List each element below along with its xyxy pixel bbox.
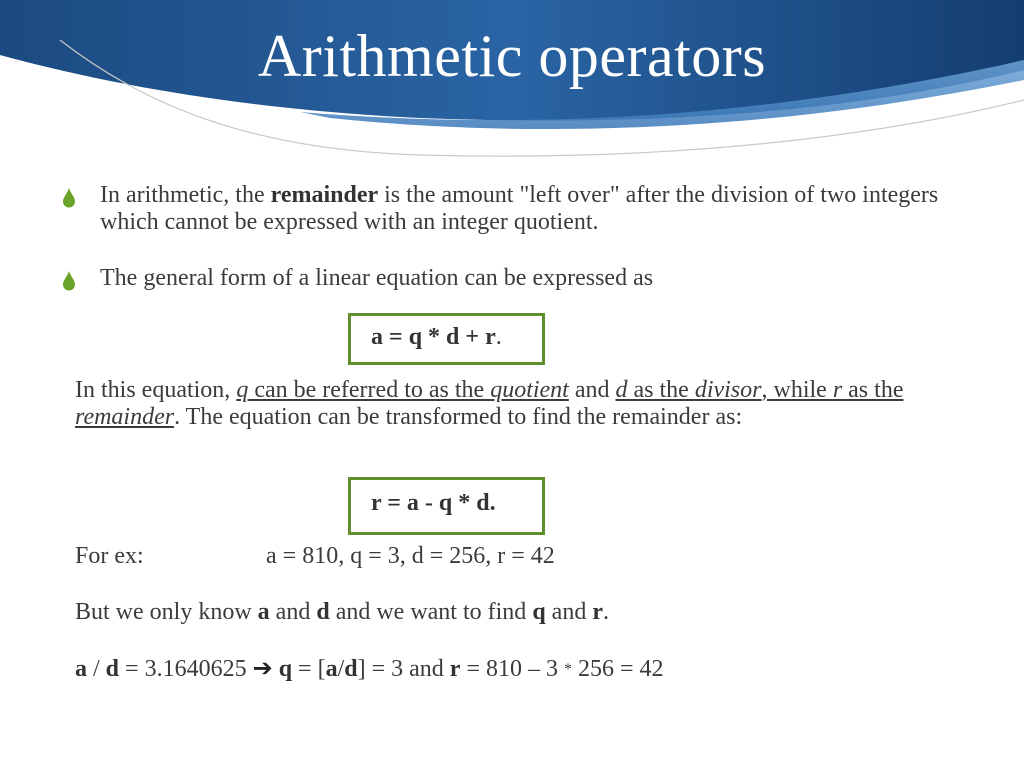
know-text-3: and we want to find bbox=[329, 599, 533, 625]
bullet-general-form: The general form of a linear equation can be expressed as bbox=[100, 265, 654, 291]
para-d: d bbox=[615, 377, 628, 403]
eq2-q: q bbox=[438, 490, 453, 516]
calc-text-4: = 810 – 3 bbox=[460, 656, 564, 682]
para-text-6: as the bbox=[842, 377, 904, 403]
slide-title: Arithmetic operators bbox=[257, 23, 767, 89]
eq1-plus: + bbox=[459, 324, 486, 350]
eq1-d: d bbox=[446, 324, 460, 350]
bullet1-post: is the amount "left over" after the division of two integers which cannot be expressed with an integer quotient. bbox=[100, 182, 939, 235]
know-text-5: . bbox=[602, 599, 609, 625]
know-text-2: and bbox=[269, 599, 317, 625]
eq1-end: . bbox=[495, 324, 502, 350]
know-text-1: But we only know bbox=[75, 599, 258, 625]
para-q: q bbox=[236, 377, 249, 403]
know-r: r bbox=[592, 599, 603, 625]
calc-text-2: = [ bbox=[292, 656, 326, 682]
para-divisor: divisor bbox=[694, 377, 762, 403]
para-text-5: , while bbox=[761, 377, 833, 403]
example-label: For ex: bbox=[75, 543, 144, 569]
droplet-icon bbox=[62, 188, 76, 208]
know-text-4: and bbox=[545, 599, 593, 625]
equation-box-general bbox=[348, 313, 545, 365]
arrow-right-icon: ➔ bbox=[252, 654, 273, 682]
calc-d2: d bbox=[344, 656, 358, 682]
eq2-minus: - bbox=[418, 490, 439, 516]
eq2-d: d bbox=[476, 490, 490, 516]
know-a: a bbox=[257, 599, 270, 625]
eq2-end: . bbox=[489, 490, 496, 516]
calc-text-3: ] = 3 and bbox=[357, 656, 450, 682]
calc-slash: / bbox=[337, 656, 345, 682]
eq1-eq: = bbox=[383, 324, 409, 350]
para-text-7: . The equation can be transformed to find the remainder as: bbox=[174, 404, 743, 430]
eq2-a: a bbox=[406, 490, 419, 516]
para-text-2: can be referred to as the bbox=[248, 377, 491, 403]
eq1-mul: * bbox=[422, 324, 447, 350]
para-text-3: and bbox=[568, 377, 616, 403]
eq2-r: r bbox=[371, 490, 382, 516]
calc-a2: a bbox=[325, 656, 338, 682]
eq1-a: a bbox=[371, 324, 383, 350]
para-r: r bbox=[832, 377, 843, 403]
calc-d: d bbox=[105, 656, 120, 682]
bullet-remainder-definition bbox=[100, 182, 1000, 236]
know-q: q bbox=[532, 599, 546, 625]
calc-mul: * bbox=[564, 661, 572, 678]
equation-box-remainder bbox=[348, 477, 545, 535]
eq2-eq: = bbox=[381, 490, 407, 516]
calc-div: / bbox=[87, 656, 106, 682]
calc-text-1: = 3.1640625 bbox=[119, 656, 253, 682]
equation-explanation bbox=[75, 377, 955, 431]
eq2-mul: * bbox=[452, 490, 477, 516]
para-remainder: remainder bbox=[75, 404, 175, 430]
bullet1-bold: remainder bbox=[270, 182, 379, 208]
droplet-icon bbox=[62, 271, 76, 291]
example-values: a = 810, q = 3, d = 256, r = 42 bbox=[266, 543, 555, 569]
example-line bbox=[75, 543, 1005, 570]
para-text-1: In this equation, bbox=[75, 377, 237, 403]
calc-q: q bbox=[272, 656, 293, 682]
calc-text-5: 256 = 42 bbox=[572, 656, 664, 682]
calc-r: r bbox=[449, 656, 461, 682]
bullet1-pre: In arithmetic, the bbox=[100, 182, 271, 208]
para-text-4: as the bbox=[627, 377, 695, 403]
known-values-line bbox=[75, 599, 1005, 626]
know-d: d bbox=[316, 599, 330, 625]
para-quotient: quotient bbox=[490, 377, 569, 403]
eq1-q: q bbox=[408, 324, 423, 350]
calc-a: a bbox=[75, 656, 87, 682]
calculation-line bbox=[75, 655, 1005, 683]
eq1-r: r bbox=[485, 324, 496, 350]
